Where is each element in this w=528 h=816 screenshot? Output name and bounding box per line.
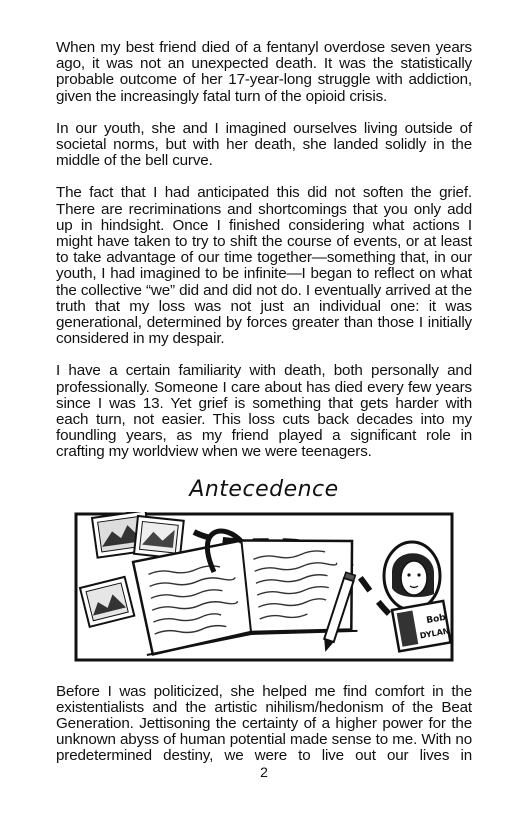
body-paragraph-1: When my best friend died of a fentanyl overdose seven years ago, it was not an unexpected death. It was the statistically probable outcome of her 17-year-long struggle with addiction, given the increasingly fatal turn of the opioid crisis. xyxy=(56,39,472,105)
section-title: Antecedence xyxy=(189,476,339,502)
body-paragraph-4: I have a certain familiarity with death, both personally and professionally. Someone I care about has died every few years since I was 13. Yet grief is something that gets harder with each turn, not easier. This loss cuts back decades into my foundling years, as my friend played a significant role in crafting my worldview when we were teenagers. xyxy=(56,362,472,461)
body-paragraph-3: The fact that I had anticipated this did not soften the grief. There are recriminations and shortcomings that you only add up in hindsight. Once I finished considering what actions I might have taken to try to shift the course of events, or at least to take advantage of our time together—something that, in our youth, I had imagined to be infinite—I began to reflect on what the collective “we” did and did not do. I eventually arrived at the truth that my loss was not just an individual one: it was generational, determined by forces greater than those I initially considered in my despair. xyxy=(56,184,472,348)
book-label-line1: Bob xyxy=(425,612,447,626)
document-page xyxy=(56,40,472,781)
portrait-mirror xyxy=(384,542,440,610)
page-number: 2 xyxy=(260,764,268,780)
body-paragraph-2: In our youth, she and I imagined ourselves living outside of societal norms, but with her death, she landed solidly in the middle of the bell curve. xyxy=(56,119,472,170)
bob-dylan-book xyxy=(392,600,451,651)
book-label-line2: DYLAN xyxy=(419,626,451,641)
comic-illustration xyxy=(74,512,454,662)
closing-paragraph: Before I was politicized, she helped me find comfort in the existentialists and the artistic nihilism/hedonism of the Beat Generation. Jettisoning the certainty of a higher power for the unknown abyss of human potential made sense to me. With no predetermined destiny, we were to live out our lives in xyxy=(56,682,472,765)
